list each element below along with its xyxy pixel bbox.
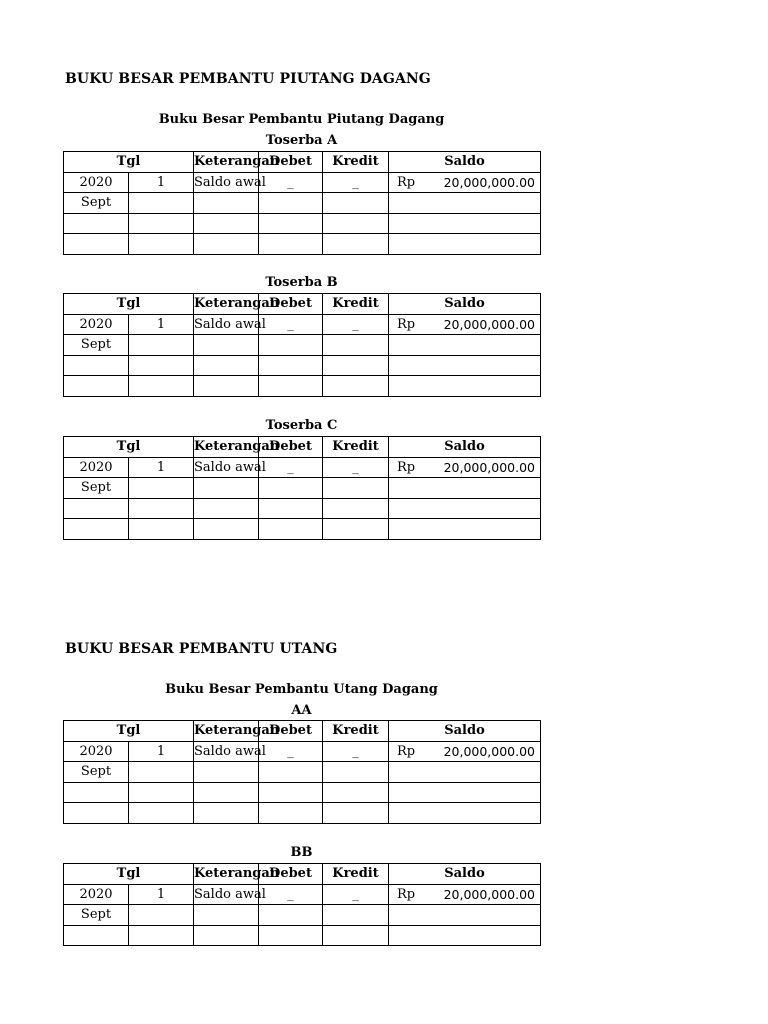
cell-debet: _ bbox=[259, 884, 323, 905]
cell-keterangan: Saldo awal bbox=[194, 172, 259, 193]
col-header-debet: Debet bbox=[259, 437, 323, 458]
table-row bbox=[64, 762, 541, 783]
col-header-debet: Debet bbox=[259, 294, 323, 315]
table-row bbox=[64, 234, 541, 255]
col-header-tgl: Tgl bbox=[64, 152, 194, 173]
table-row bbox=[64, 193, 541, 214]
cell-month: Sept bbox=[64, 335, 129, 356]
col-header-kredit: Kredit bbox=[323, 152, 389, 173]
table-row bbox=[64, 905, 541, 926]
saldo-amount: 20,000,000.00 bbox=[443, 174, 536, 190]
saldo-amount: 20,000,000.00 bbox=[443, 459, 536, 475]
table-row bbox=[64, 884, 541, 905]
col-header-tgl: Tgl bbox=[64, 294, 194, 315]
col-header-debet: Debet bbox=[259, 152, 323, 173]
col-header-saldo: Saldo bbox=[389, 437, 541, 458]
col-header-keterangan: Keterangan bbox=[194, 152, 259, 173]
cell-saldo bbox=[389, 741, 541, 762]
table-row bbox=[64, 335, 541, 356]
saldo-amount: 20,000,000.00 bbox=[443, 886, 536, 902]
table-row bbox=[64, 741, 541, 762]
col-header-debet: Debet bbox=[259, 864, 323, 885]
cell-month: Sept bbox=[64, 193, 129, 214]
section-heading-utang: BUKU BESAR PEMBANTU UTANG bbox=[65, 641, 338, 657]
saldo-currency: Rp bbox=[397, 886, 416, 902]
cell-day: 1 bbox=[129, 172, 194, 193]
saldo-currency: Rp bbox=[397, 459, 416, 475]
ledger-name-bb: BB bbox=[290, 845, 313, 860]
cell-kredit: _ bbox=[323, 314, 389, 335]
saldo-amount: 20,000,000.00 bbox=[443, 743, 536, 759]
cell-debet: _ bbox=[259, 741, 323, 762]
col-header-kredit: Kredit bbox=[323, 721, 389, 742]
col-header-saldo: Saldo bbox=[389, 721, 541, 742]
cell-keterangan: Saldo awal bbox=[194, 457, 259, 478]
cell-saldo bbox=[389, 172, 541, 193]
saldo-currency: Rp bbox=[397, 743, 416, 759]
col-header-tgl: Tgl bbox=[64, 721, 194, 742]
col-header-kredit: Kredit bbox=[323, 437, 389, 458]
cell-day: 1 bbox=[129, 741, 194, 762]
cell-year: 2020 bbox=[64, 457, 129, 478]
col-header-tgl: Tgl bbox=[64, 864, 194, 885]
col-header-debet: Debet bbox=[259, 721, 323, 742]
cell-kredit: _ bbox=[323, 172, 389, 193]
cell-keterangan: Saldo awal bbox=[194, 884, 259, 905]
col-header-keterangan: Keterangan bbox=[194, 437, 259, 458]
table-row bbox=[64, 314, 541, 335]
table-row bbox=[64, 355, 541, 376]
cell-saldo bbox=[389, 457, 541, 478]
col-header-saldo: Saldo bbox=[389, 864, 541, 885]
ledger-name-toserba-a: Toserba A bbox=[265, 133, 338, 148]
cell-day: 1 bbox=[129, 457, 194, 478]
ledger-subtitle-utang: Buku Besar Pembantu Utang Dagang bbox=[165, 682, 438, 697]
ledger-name-toserba-c: Toserba C bbox=[265, 418, 338, 433]
col-header-kredit: Kredit bbox=[323, 294, 389, 315]
table-row bbox=[64, 478, 541, 499]
cell-debet: _ bbox=[259, 314, 323, 335]
section-heading-piutang: BUKU BESAR PEMBANTU PIUTANG DAGANG bbox=[65, 71, 431, 87]
ledger-table-toserba-c bbox=[63, 436, 541, 540]
col-header-tgl: Tgl bbox=[64, 437, 194, 458]
ledger-table-toserba-a bbox=[63, 151, 541, 255]
table-row bbox=[64, 782, 541, 803]
ledger-name-aa: AA bbox=[291, 703, 312, 718]
table-row bbox=[64, 457, 541, 478]
cell-month: Sept bbox=[64, 478, 129, 499]
saldo-currency: Rp bbox=[397, 316, 416, 332]
table-row bbox=[64, 803, 541, 824]
cell-keterangan: Saldo awal bbox=[194, 314, 259, 335]
ledger-table-toserba-b bbox=[63, 293, 541, 397]
cell-kredit: _ bbox=[323, 741, 389, 762]
cell-saldo bbox=[389, 884, 541, 905]
cell-year: 2020 bbox=[64, 172, 129, 193]
table-row bbox=[64, 925, 541, 946]
table-header-row bbox=[64, 721, 541, 742]
col-header-kredit: Kredit bbox=[323, 864, 389, 885]
cell-day: 1 bbox=[129, 884, 194, 905]
cell-kredit: _ bbox=[323, 457, 389, 478]
saldo-currency: Rp bbox=[397, 174, 416, 190]
table-row bbox=[64, 376, 541, 397]
col-header-keterangan: Keterangan bbox=[194, 721, 259, 742]
ledger-name-toserba-b: Toserba B bbox=[265, 275, 338, 290]
ledger-table-bb bbox=[63, 863, 541, 946]
table-row bbox=[64, 519, 541, 540]
ledger-table-aa bbox=[63, 720, 541, 824]
ledger-subtitle-piutang: Buku Besar Pembantu Piutang Dagang bbox=[158, 112, 445, 127]
table-header-row bbox=[64, 864, 541, 885]
cell-keterangan: Saldo awal bbox=[194, 741, 259, 762]
cell-debet: _ bbox=[259, 172, 323, 193]
cell-month: Sept bbox=[64, 762, 129, 783]
col-header-saldo: Saldo bbox=[389, 152, 541, 173]
table-header-row bbox=[64, 294, 541, 315]
cell-debet: _ bbox=[259, 457, 323, 478]
col-header-keterangan: Keterangan bbox=[194, 864, 259, 885]
saldo-amount: 20,000,000.00 bbox=[443, 316, 536, 332]
table-header-row bbox=[64, 152, 541, 173]
table-row bbox=[64, 172, 541, 193]
cell-kredit: _ bbox=[323, 884, 389, 905]
cell-year: 2020 bbox=[64, 314, 129, 335]
col-header-saldo: Saldo bbox=[389, 294, 541, 315]
table-row bbox=[64, 498, 541, 519]
cell-saldo bbox=[389, 314, 541, 335]
cell-year: 2020 bbox=[64, 884, 129, 905]
cell-month: Sept bbox=[64, 905, 129, 926]
col-header-keterangan: Keterangan bbox=[194, 294, 259, 315]
cell-day: 1 bbox=[129, 314, 194, 335]
table-header-row bbox=[64, 437, 541, 458]
table-row bbox=[64, 213, 541, 234]
cell-year: 2020 bbox=[64, 741, 129, 762]
